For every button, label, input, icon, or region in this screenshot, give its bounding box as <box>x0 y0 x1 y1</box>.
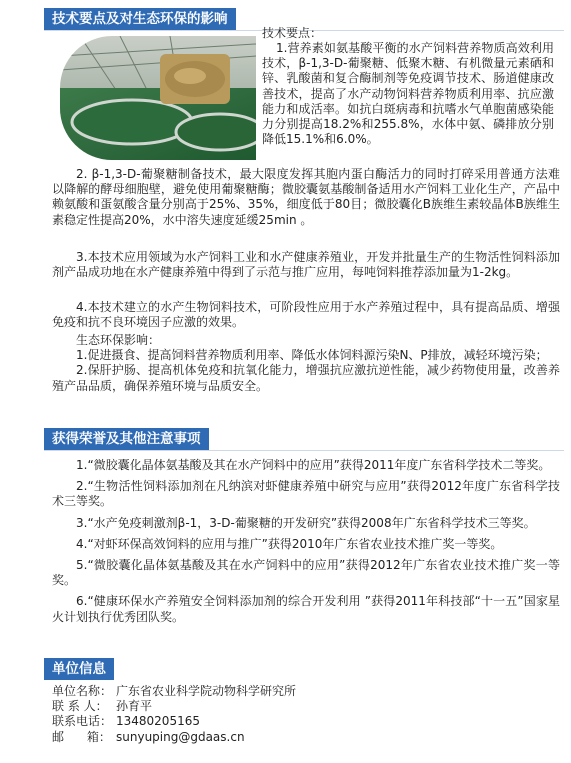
paragraph-3: 3.本技术应用领域为水产饲料工业和水产健康养殖业，开发并批量生产的生物活性饲料添加剂产品成功地在水产健康养殖中得到了示范与推广应用，每吨饲料推荐添加量为1-2kg。 <box>52 250 560 280</box>
tech-point-2 <box>52 167 560 228</box>
paragraph-1: 1.营养素如氨基酸平衡的水产饲料营养物质高效利用技术，β-1,3-D-葡聚糖、低聚木糖、有机微量元素硒和锌、乳酸菌和复合酶制剂等免疫调节技术、肠道健康改善技术，提高了水产动物饲料营养物质利用率、抗应激能力和成活率。如抗白斑病毒和抗嗜水气单胞菌感染能力分别提高18.2%和255.8%，水体中氨、磷排放分别降低15.1%和6.0%。 <box>262 41 554 147</box>
email-label: 邮 箱： <box>52 729 111 744</box>
section-title-unit: 单位信息 <box>44 658 114 680</box>
honor-item: 1.“微胶囊化晶体氨基酸及其在水产饲料中的应用”获得2011年度广东省科学技术二等奖。 <box>76 458 551 472</box>
unit-name-label: 单位名称： <box>52 684 113 698</box>
contact-person-label: 联 系 人： <box>52 699 108 714</box>
tech-point-3 <box>52 250 560 280</box>
unit-info <box>52 684 296 745</box>
paragraph-4: 4.本技术建立的水产生物饲料技术，可阶段性应用于水产养殖过程中，具有提高品质、增强免疫和抗不良环境因子应激的效果。 <box>52 300 560 330</box>
phone-row <box>52 714 296 729</box>
aquaculture-photo <box>60 36 256 160</box>
email-row <box>52 730 296 745</box>
section-title-tech: 技术要点及对生态环保的影响 <box>44 8 236 30</box>
contact-person-row <box>52 699 296 714</box>
tech-point-1 <box>262 41 554 147</box>
tech-point-4 <box>52 300 560 330</box>
honor-item: 3.“水产免疫刺激剂β-1，3-D-葡聚糖的开发研究”获得2008年广东省科学技术三等奖。 <box>76 515 536 530</box>
contact-person-value: 孙育平 <box>116 699 153 714</box>
honor-item: 5.“微胶囊化晶体氨基酸及其在水产饲料中的应用”获得2012年广东省农业技术推广奖一等奖。 <box>52 558 560 588</box>
paragraph-2: 2. β-1,3-D-葡聚糖制备技术，最大限度发挥其胞内蛋白酶活力的同时打碎采用普通方法难以降解的酵母细胞壁，避免使用葡聚糖酶；微胶囊氨基酸制备适用水产饲料工业化生产，产品中赖氨酸和蛋氨酸含量分别高于25%、35%，细度低于80目；微胶囊化B族维生素较晶体B族维生素稳定性提高20%，水中溶失速度延缓25min 。 <box>52 167 560 227</box>
eco-heading: 生态环保影响： <box>76 333 161 347</box>
honor-item: 4.“对虾环保高效饲料的应用与推广”获得2010年广东省农业技术推广奖一等奖。 <box>76 536 503 551</box>
section-divider <box>44 450 564 451</box>
honor-item: 2.“生物活性饲料添加剂在凡纳滨对虾健康养殖中研究与应用”获得2012年度广东省科学技术三等奖。 <box>52 479 560 509</box>
email-value[interactable]: sunyuping@gdaas.cn <box>116 729 245 744</box>
eco-point-1: 1.促进摄食、提高饲料营养物质利用率、降低水体饲料源污染N、P排放，减轻环境污染； <box>76 348 548 363</box>
phone-value: 13480205165 <box>116 714 200 729</box>
unit-name-row <box>52 684 296 699</box>
honors-list <box>52 458 560 625</box>
phone-label: 联系电话： <box>52 714 113 729</box>
eco-section <box>52 333 560 394</box>
unit-name-value: 广东省农业科学院动物科学研究所 <box>116 684 297 698</box>
honor-item: 6.“健康环保水产养殖安全饲料添加剂的综合开发利用 ”获得2011年科技部“十一五”国家星火计划执行优秀团队奖。 <box>52 594 560 624</box>
tech-heading: 技术要点： <box>262 26 323 40</box>
eco-point-2: 2.保肝护肠、提高机体免疫和抗氧化能力，增强抗应激抗逆性能，减少药物使用量，改善养殖产品品质，确保养殖环境与品质安全。 <box>52 363 560 393</box>
tech-points-top <box>262 26 554 41</box>
section-title-honors: 获得荣誉及其他注意事项 <box>44 428 209 450</box>
